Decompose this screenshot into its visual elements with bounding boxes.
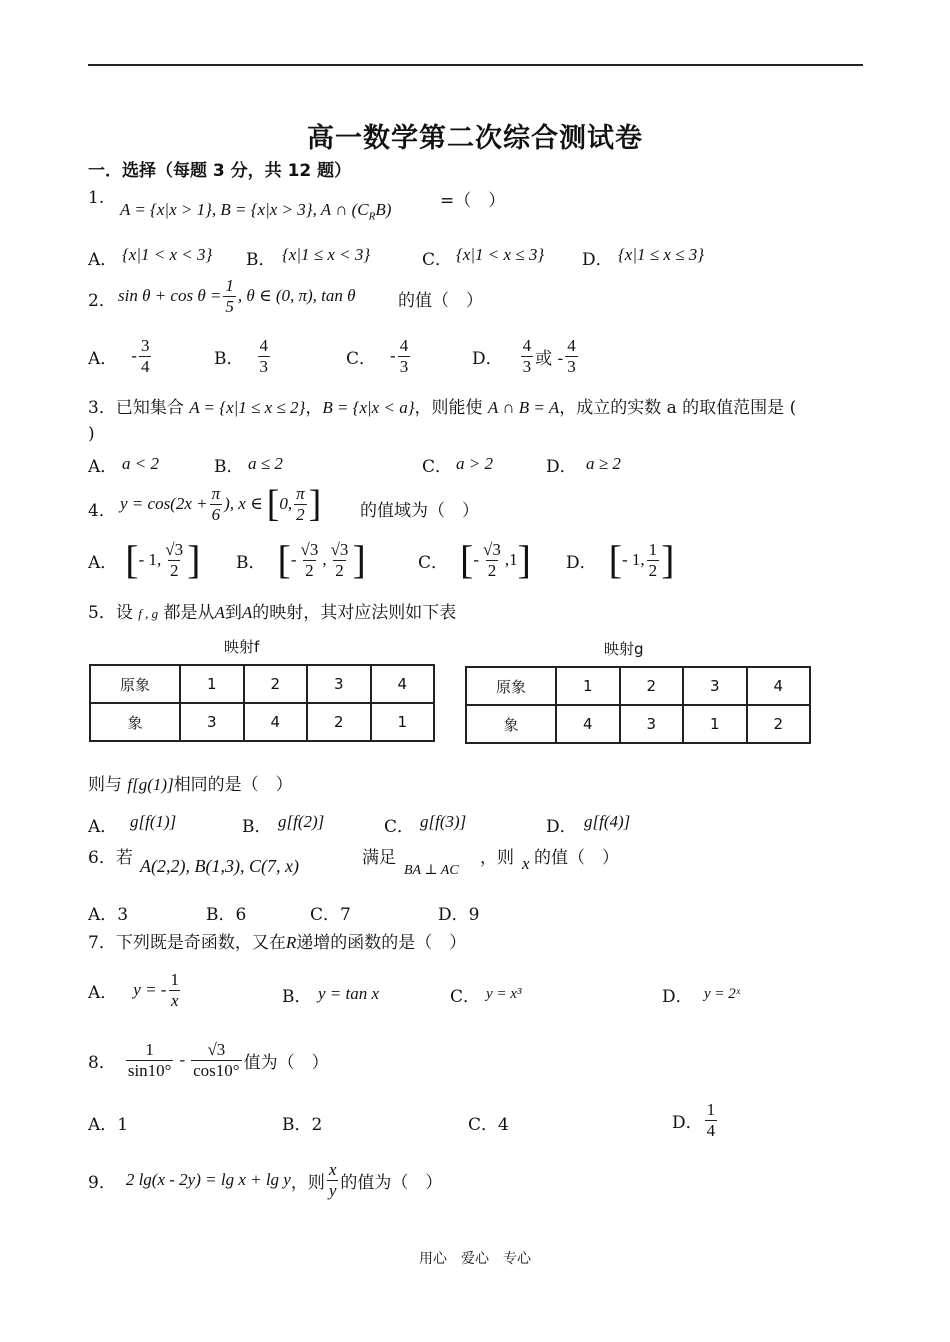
- table-g-cell: 4: [747, 667, 811, 705]
- table-f-cell: 2: [307, 703, 371, 741]
- q7-option-c: y = x³: [486, 986, 522, 1002]
- table-f-cell: 象: [90, 703, 180, 741]
- q1-option-a-label: A．: [88, 250, 118, 270]
- table-g-cell: 2: [747, 705, 811, 743]
- q2-option-a: A． - $\frac{3}{4}$: [88, 336, 150, 376]
- q9-expression: 9． 2 lg(x - 2y) = lg x + lg y ，则 $\frac{x}{y}$ 的值为（ ）: [88, 1160, 443, 1200]
- page-title: 高一数学第二次综合测试卷: [307, 123, 643, 154]
- q5-option-c-label: C．: [384, 817, 415, 837]
- table-f: [89, 664, 435, 742]
- q2-number: 2．: [88, 291, 116, 311]
- q3-option-c-label: C．: [422, 457, 453, 477]
- q4-option-a: A． [ - 1, $\frac{√3}{2}$ ]: [88, 537, 201, 583]
- q4-option-d: D． [ - 1, $\frac{1}{2}$ ]: [566, 537, 675, 583]
- q6-points: A(2,2), B(1,3), C(7, x): [140, 856, 299, 876]
- q6-option-a: A．3: [88, 905, 129, 925]
- q7-option-c-label: C．: [450, 987, 481, 1007]
- q5-option-d: g[f(4)]: [584, 812, 631, 831]
- q1-option-b: {x|1 ≤ x < 3}: [282, 245, 371, 264]
- q4-number: 4．: [88, 501, 116, 521]
- q1-number: 1.: [88, 188, 105, 208]
- table-f-caption: 映射f: [224, 638, 260, 656]
- q6-satisfy: 满足: [362, 848, 396, 868]
- table-g-cell: 4: [556, 705, 620, 743]
- table-g-cell: 3: [620, 705, 684, 743]
- q5-option-b: g[f(2)]: [278, 812, 325, 831]
- q1-option-a: {x|1 < x < 3}: [122, 245, 213, 264]
- table-g-cell: 3: [683, 667, 747, 705]
- table-f-cell: 2: [244, 665, 308, 703]
- q3-text: 3．已知集合 A = {x|1 ≤ x ≤ 2}，B = {x|x < a}，则能使 A ∩ B = A，成立的实数 a 的取值范围是 (: [88, 398, 797, 418]
- q1-option-d: {x|1 ≤ x ≤ 3}: [618, 245, 705, 264]
- table-f-cell: 3: [307, 665, 371, 703]
- q4-option-b: B． [ - $\frac{√3}{2}$ , $\frac{√3}{2}$ ]: [236, 537, 366, 583]
- table-f-cell: 1: [180, 665, 244, 703]
- q3-close-paren: ): [88, 424, 95, 444]
- q3-option-a-label: A．: [88, 457, 118, 477]
- table-g-caption: 映射g: [604, 640, 644, 658]
- q5-ask: 则与 f[g(1)]相同的是（ ）: [88, 775, 293, 795]
- table-f-cell: 4: [244, 703, 308, 741]
- table-g-cell: 1: [683, 705, 747, 743]
- q2-option-c: C． - $\frac{4}{3}$: [346, 336, 409, 376]
- q1-option-c-label: C．: [422, 250, 453, 270]
- header-rule: [88, 64, 863, 66]
- q6-vector-condition: BA ⊥ AC: [404, 863, 459, 878]
- q6-variable: x: [522, 854, 530, 873]
- q2-option-d: D． $\frac{4}{3}$ 或 - $\frac{4}{3}$: [472, 336, 576, 376]
- q3-option-a: a < 2: [122, 454, 159, 473]
- q4-option-c: C． [ - $\frac{√3}{2}$ ,1 ]: [418, 537, 531, 583]
- q1-option-b-label: B．: [246, 250, 276, 270]
- q3-option-c: a > 2: [456, 454, 493, 473]
- page-footer: 用心 爱心 专心: [419, 1251, 531, 1267]
- table-f-cell: 3: [180, 703, 244, 741]
- q3-option-b-label: B．: [214, 457, 244, 477]
- q3-option-d-label: D．: [546, 457, 577, 477]
- table-g-cell: 1: [556, 667, 620, 705]
- q4-expression: y = cos(2x + $\frac{\pi}{6}$ ), x ∈ [ 0, $\frac{\pi}{2}$ ]: [120, 483, 322, 526]
- q6-then: ，则: [480, 848, 514, 868]
- q2-expression: sin θ + cos θ = $\frac{1}{5}$ , θ ∈ (0, π), tan θ: [118, 276, 356, 316]
- q7-option-b-label: B．: [282, 987, 312, 1007]
- section-heading: 一．选择（每题 3 分，共 12 题）: [88, 161, 352, 181]
- q8-expression: 8． $\frac{1}{\sin 10^\circ}$ - $\frac{√3}{\cos 10^\circ}$ 值为（ ）: [88, 1040, 329, 1080]
- q8-option-c: C．4: [468, 1115, 509, 1135]
- q5-text: 5．设 f , g 都是从A到A的映射，其对应法则如下表: [88, 603, 457, 623]
- table-g: [465, 666, 811, 744]
- q6-number: 6．若: [88, 848, 133, 868]
- table-f-cell: 4: [371, 665, 435, 703]
- q7-option-a: A． y = - $\frac{1}{x}$: [88, 970, 179, 1010]
- q1-option-c: {x|1 < x ≤ 3}: [456, 245, 545, 264]
- q6-option-b: B．6: [206, 905, 247, 925]
- table-g-cell: 象: [466, 705, 556, 743]
- q7-option-d-label: D．: [662, 987, 693, 1007]
- q8-option-b: B．2: [282, 1115, 323, 1135]
- table-g-cell: 2: [620, 667, 684, 705]
- q7-option-b: y = tan x: [318, 984, 380, 1003]
- q6-tail: 的值（ ）: [534, 848, 619, 868]
- q5-option-a-label: A．: [88, 817, 118, 837]
- table-f-cell: 原象: [90, 665, 180, 703]
- q3-option-b: a ≤ 2: [248, 454, 283, 473]
- q1-expression: A = {x|x > 1}, B = {x|x > 3}, A ∩ $(C_RB)$: [120, 200, 392, 223]
- table-g-cell: 原象: [466, 667, 556, 705]
- q4-tail: 的值域为（ ）: [360, 501, 479, 521]
- q2-option-b: B． $\frac{4}{3}$: [214, 336, 268, 376]
- q5-option-a: g[f(1)]: [130, 812, 177, 831]
- q1-tail: =（ ）: [440, 191, 506, 211]
- q5-option-c: g[f(3)]: [420, 812, 467, 831]
- q2-tail: 的值（ ）: [398, 291, 483, 311]
- table-f-cell: 1: [371, 703, 435, 741]
- q6-option-c: C．7: [310, 905, 351, 925]
- q7-option-d: y = 2ˣ: [704, 986, 741, 1002]
- q6-option-d: D．9: [438, 905, 480, 925]
- q5-option-b-label: B．: [242, 817, 272, 837]
- q8-option-d: D． $\frac{1}{4}$: [672, 1100, 716, 1140]
- q7-text: 7．下列既是奇函数，又在R递增的函数的是（ ）: [88, 933, 467, 953]
- q5-option-d-label: D．: [546, 817, 577, 837]
- q8-option-a: A．1: [88, 1115, 129, 1135]
- q1-option-d-label: D．: [582, 250, 613, 270]
- q3-option-d: a ≥ 2: [586, 454, 621, 473]
